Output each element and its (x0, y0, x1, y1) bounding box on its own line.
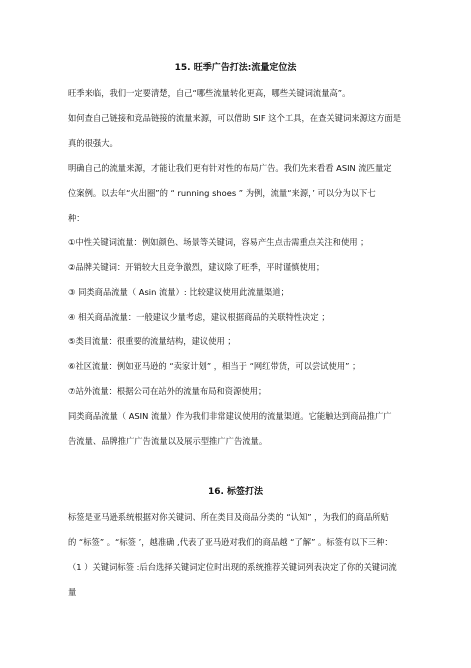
section-15-line-3: 真的很强大。 (68, 138, 118, 148)
section-16-line-3: （1 ）关键词标签 :后台选择关键词定位时出现的系统推荐关键词列表决定了你的关键词流 (68, 562, 397, 572)
section-16-line-2: 的 “标签” 。“标签 ’，越准确 ,代表了亚马逊对我们的商品越 “了解” 。标签有以下三种： (68, 537, 393, 547)
section-15-line-4: 明确自己的流量来源，才能让我们更有针对性的布局广告。我们先来看看 ASIN 流匹量定 (68, 163, 392, 173)
section-15-line-5: 位案例。以去年“火出圈”的 “ running shoes ” 为例，流量“来源，’ 可以分为以下七 (68, 188, 376, 198)
section-16-line-1: 标签是亚马逊系统根据对你关键词、所在类目及商品分类的 “认知” ，为我们的商品所贴 (68, 512, 389, 522)
section-15-line-7: ①中性关键词流量：例如颜色、场景等关键词，容易产生点击需重点关注和使用 ； (68, 237, 369, 247)
section-15-line-15: 告流量、品牌推广广告流量以及展示型推广广告流量。 (68, 436, 268, 446)
section-15-line-13: ⑦站外流量：根据公司在站外的流量布局和资源使用； (68, 386, 267, 396)
section-15-line-9: ③ 同类商品流量（ Asin 流量）: 比较建议使用此流量渠道； (68, 287, 289, 297)
section-16-line-4: 量 (68, 587, 77, 597)
section-15-line-6: 种： (68, 213, 85, 223)
section-15-line-10: ④ 相关商品流量：一般建议少量考虑，建议根据商品的关联特性决定 ； (68, 312, 330, 322)
section-15-line-14: 同类商品流量（ ASIN 流量）作为我们非常建议使用的流量渠道。它能触达到商品推广广 (68, 411, 392, 421)
section-16-title: 16. 标签打法 (207, 487, 264, 497)
section-15-line-11: ⑤类目流量：很重要的流量结构，建议使用 ； (68, 336, 236, 346)
section-15-title: 15. 旺季广告打法:流量定位法 (174, 63, 297, 73)
section-15-line-1: 旺季来临，我们一定要清楚，自己“哪些流量转化更高，哪些关键词流量高”。 (68, 88, 351, 98)
section-15-line-12: ⑥社区流量：例如亚马逊的 “卖家计划” ，相当于 “网红带货，可以尝试使用” ； (68, 361, 361, 371)
section-15-line-8: ②品牌关键词：开销较大且竞争激烈，建议除了旺季，平时谨慎使用； (68, 262, 325, 272)
section-15-line-2: 如何查自己链接和竞品链接的流量来源，可以借助 SIF 这个工具，在查关键词来源这方面是 (68, 113, 402, 123)
